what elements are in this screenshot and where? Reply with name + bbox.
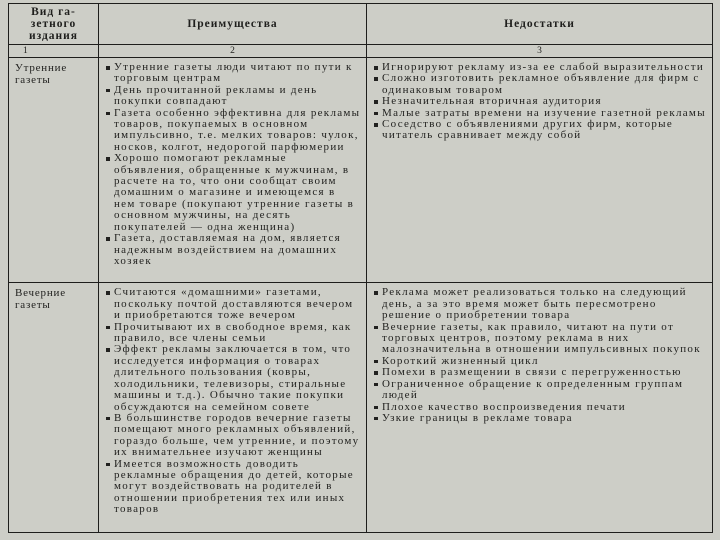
list-item: День прочитанной рекламы и день покупки совпадают: [105, 85, 361, 108]
advantages-list-evening: [105, 287, 361, 515]
list-item: Незначительная вторичная аудитория: [373, 96, 707, 107]
col-header-type: Вид га-зетного издания: [9, 4, 99, 45]
col-header-disadvantages: Недостатки: [367, 4, 713, 45]
list-item: Ограниченное обращение к определенным группам людей: [373, 379, 707, 402]
list-item: Хорошо помогают рекламные объявления, обращенные к мужчинам, в расчете на то, что они сообщат своим домашним о магазине и имеющемся в нем товаре (покупают утренние газеты в основном мужчины, на десять покупателей — одна женщина): [105, 153, 361, 233]
list-item: Короткий жизненный цикл: [373, 356, 707, 367]
row-label-evening: Вечерние газеты: [9, 283, 99, 533]
column-number-row: [9, 45, 713, 58]
list-item: Газета, доставляемая на дом, является надежным воздействием на домашних хозяек: [105, 233, 361, 267]
table-row-morning-newspapers: [9, 58, 713, 283]
column-number-2: 2: [99, 45, 367, 58]
list-item: Плохое качество воспроизведения печати: [373, 402, 707, 413]
advantages-cell-evening: [99, 283, 367, 533]
list-item: Газета особенно эффективна для рекламы товаров, покупаемых в основном импульсивно, т.е. мелких товаров: чулок, носков, колгот, недорогой парфюмерии: [105, 108, 361, 154]
newspaper-comparison-table: [8, 3, 713, 533]
advantages-cell-morning: [99, 58, 367, 283]
list-item: Эффект рекламы заключается в том, что исследуется информация о товарах длительного пользования (ковры, холодильники, телевизоры, стиральные машины и т.д.). Обычно такие покупки обсуждаются на семейном совете: [105, 344, 361, 412]
list-item: Соседство с объявлениями других фирм, которые читатель сравнивает между собой: [373, 119, 707, 142]
list-item: Вечерние газеты, как правило, читают на пути от торговых центров, поэтому реклама в них малозначительна в отношении импульсивных покупок: [373, 322, 707, 356]
table-row-evening-newspapers: [9, 283, 713, 533]
header-row: [9, 4, 713, 45]
column-number-3: 3: [367, 45, 713, 58]
disadvantages-list-evening: [373, 287, 707, 424]
column-number-1: 1: [9, 45, 99, 58]
disadvantages-list-morning: [373, 62, 707, 142]
list-item: Реклама может реализоваться только на следующий день, а за это время может быть пересмотрено решение о приобретении товара: [373, 287, 707, 321]
list-item: Утренние газеты люди читают по пути к торговым центрам: [105, 62, 361, 85]
list-item: Имеется возможность доводить рекламные обращения до детей, которые могут воздействовать на родителей в отношении приобретения тех или иных товаров: [105, 459, 361, 516]
row-label-morning: Утренние газеты: [9, 58, 99, 283]
list-item: Прочитывают их в свободное время, как правило, все члены семьи: [105, 322, 361, 345]
list-item: Узкие границы в рекламе товара: [373, 413, 707, 424]
list-item: В большинстве городов вечерние газеты помещают много рекламных объявлений, гораздо больше, чем утренние, и поэтому их внимательнее изучают женщины: [105, 413, 361, 459]
advantages-list-morning: [105, 62, 361, 267]
list-item: Малые затраты времени на изучение газетной рекламы: [373, 108, 707, 119]
list-item: Сложно изготовить рекламное объявление для фирм с одинаковым товаром: [373, 73, 707, 96]
disadvantages-cell-evening: [367, 283, 713, 533]
col-header-advantages: Преимущества: [99, 4, 367, 45]
list-item: Считаются «домашними» газетами, поскольку почтой доставляются вечером и приобретаются тоже вечером: [105, 287, 361, 321]
list-item: Помехи в размещении в связи с перегруженностью: [373, 367, 707, 378]
disadvantages-cell-morning: [367, 58, 713, 283]
list-item: Игнорируют рекламу из-за ее слабой выразительности: [373, 62, 707, 73]
